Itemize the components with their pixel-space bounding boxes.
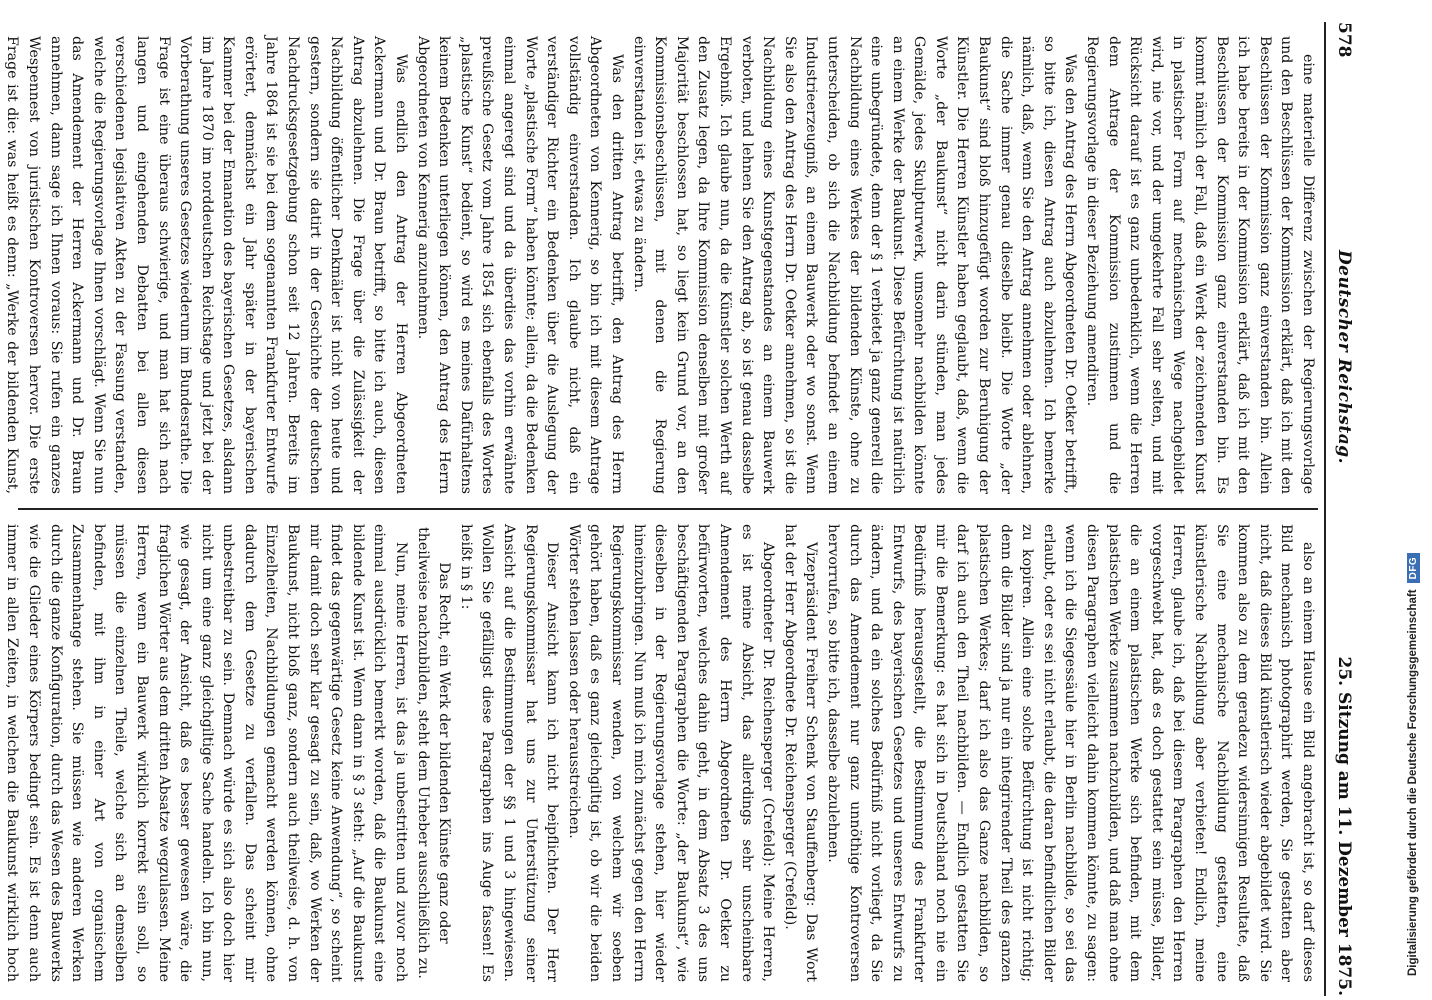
paragraph: Was den Antrag des Herrn Abgeordneten Dr. Oetker betrifft, so bitte ich, diesen Antrag auch abzulehnen. Ich bemerke nämlich, daß, wenn Sie den Antrag annehmen oder ablehnen, die Sache immer genau dieselbe bleibt. Die Worte „der Baukunst“ sind bloß hinzugefügt worden zur Beruhigung der Künstler. Die Herren Künstler haben geglaubt, daß, wenn die Worte „der Baukunst“ nicht darin stünden, man jedes Gemälde, jedes Skulpturwerk, umsomehr nachbilden könnte an einem Werke der Baukunst. Diese Befürchtung ist natürlich eine unbegründete, denn der § 1 verbietet ja ganz generell die Nachbildung eines Werkes der bildenden Künste, ohne zu unterscheiden, ob sich die Nachbildung befindet an einem Industrieerzeugniß, an einem Bauwerk oder wo sonst. Wenn Sie also den Antrag des Herrn Dr. Oetker annehmen, so ist die Nachbildung eines Kunstgegenstandes an einem Bauwerk verboten, und lehnen Sie den Antrag ab, so ist genau dasselbe Ergebniß. Ich glaube nun, da die Künstler solchen Werth auf den Zusatz legen, da Ihre Kommission denselben mit großer Majorität beschlossen hat, so liegt kein Grund vor, an den Kommissionsbeschlüssen, mit denen die Regierung einverstanden ist, etwas zu ändern. [630, 36, 1079, 494]
quoted-law-text: Das Recht, ein Werk der bildenden Künste ganz oder theilweise nachzubilden, steht dem Urheber ausschließlich zu. [414, 527, 453, 979]
text-columns [4, 22, 1318, 996]
paragraph: Was den dritten Antrag betrifft, den Antrag des Herrn Abgeordneten von Kennerig, so bin ich mit diesem Antrage vollständig einverstanden. Ich glaube nicht, daß ein verständiger Richter ein Bedenken über die Auslegung der Worte „plastische Form“ haben könnte; allein, da die Bedenken einmal angeregt sind und da überdies das vorhin erwähnte preußische Gesetz vom Jahre 1854 sich ebenfalls des Wortes „plastische Kunst“ bedient, so wird es meines Dafürhaltens keinem Bedenken unterliegen können, den Antrag des Herrn Abgeordneten von Kennerig anzunehmen. [414, 36, 625, 494]
paragraph: Abgeordneter Dr. Reichensperger (Crefeld): Meine Herren, es ist meine Absicht, das allerdings sehr unscheinbare Amendement des Herrn Abgeordneten Dr. Oetker zu befürworten, welches dahin geht, in dem Absatz 3 des uns beschäftigenden Paragraphen die Worte: „der Baukunst“, wie dieselben in der Regierungsvorlage stehen, hier wieder hineinzubringen. Nun muß ich mich zunächst gegen den Herrn Regierungskommissar wenden, von welchem wir soeben gehört haben, daß es ganz gleichgiltig ist, ob wir die beiden Wörter stehen lassen oder herausstreichen. [565, 524, 777, 982]
dfg-credit [1398, 0, 1428, 996]
page-header [1324, 22, 1362, 996]
column-right [4, 508, 1318, 996]
column-left [4, 22, 1318, 508]
paragraph: Vizepräsident Freiherr Schenk von Stauffenberg: Das Wort hat der Herr Abgeordnete Dr. Reichensperger (Crefeld). [781, 524, 820, 982]
paragraph: eine materielle Differenz zwischen der Regierungsvorlage und den Beschlüssen der Kommission erklärt, daß ich mit den Beschlüssen der Kommission ganz einverstanden bin. Allein ich habe bereits in der Kommission erklärt, daß ich mit den Beschlüssen der Kommission ganz einverstanden bin. Es kommt nämlich der Fall, daß ein Werk der zeichnenden Kunst in plastischer Form auf mechanischem Wege nachgebildet wird, nie vor, und der umgekehrte Fall sehr selten, und mit Rücksicht darauf ist es ganz unbedenklich, wenn die Herren dem Antrage der Kommission zustimmen und die Regierungsvorlage in dieser Beziehung amendiren. [1084, 36, 1316, 494]
document-page [4, 22, 1362, 996]
paragraph: Dieser Ansicht kann ich nicht beipflichten. Der Herr Regierungskommissar hat uns zur Unterstützung seiner Ansicht auf die Bestimmungen der §§ 1 und 3 hingewiesen. Wollen Sie gefälligst diese Paragraphen ins Auge fassen! Es heißt in § 1: [457, 524, 561, 982]
dfg-note: Digitalisierung gefördert durch die Deutsche Forschungsgemeinschaft [1407, 589, 1419, 976]
dfg-logo: DFG [1407, 553, 1420, 584]
paragraph: Nun, meine Herren, ist das ja unbestritten und zuvor noch einmal ausdrücklich bemerkt worden, daß die Baukunst eine bildende Kunst ist. Wenn dann in § 3 steht: „Auf die Baukunst findet das gegenwärtige Gesetz keine Anwendung“, so scheint mir damit doch sehr klar gesagt zu sein, daß, wo Werken der Baukunst, nicht bloß ganz, sondern auch theilweise, d. h. von Einzelheiten, Nachbildungen gemacht werden können, ohne dadurch dem Gesetze zu verfallen. Das scheint mir unbestreitbar zu sein. Demnach würde es sich also doch hier nicht um eine ganz gleichgiltige Sache handeln. Ich bin nun, wie gesagt, der Ansicht, daß es besser gewesen wäre, die fraglichen Wörter aus dem dritten Absatze wegzulassen. Meine Herren, wenn ein Bauwerk wirklich korrekt sein soll, so müssen die einzelnen Theile, welche sich an demselben befinden, mit ihm in einer Art von organischem Zusammenhange stehen. Sie müssen wie anderen Werken durch die ganze Konfiguration, durch das Wesen des Bauwerks wie die Glieder eines Körpers bedingt sein. Es ist denn auch immer in allen Zeiten, in welchen die Baukunst wirklich hoch [4, 524, 410, 982]
session-title: 25. Sitzung am 11. Dezember 1875. [1334, 656, 1354, 996]
page-title: Deutscher Reichstag. [1334, 249, 1354, 465]
paragraph: also an einem Hause ein Bild angebracht ist, so darf dieses Bild mechanisch photographirt werden, Sie gestatten aber nicht, daß dieses Bild künstlerisch wieder abgebildet wird. Sie kommen also zu dem geradezu widersinnigen Resultate, daß Sie eine mechanische Nachbildung gestatten, eine künstlerische Nachbildung aber verbieten! Endlich, meine Herren, glaube ich, daß bei diesem Paragraphen den Herren vorgeschwebt hat, daß es doch gestattet sein müsse, Bilder, die an einem plastischen Werke sich befinden, mit dem plastischen Werke zusammen nachzubilden, und daß man ohne diesen Paragraphen vielleicht dahin kommen könnte, zu sagen: wenn ich die Siegessäule hier in Berlin nachbilde, so sei das erlaubt, oder es sei nicht erlaubt, die daran befindlichen Bilder zu kopiren. Allein eine solche Befürchtung ist nicht richtig; denn die Bilder sind ja nur ein integrirender Theil des ganzen plastischen Werkes; darf ich also das Ganze nachbilden, so darf ich auch den Theil nachbilden. — Endlich gestatten Sie mir die Bemerkung: es hat sich in Deutschland noch nie ein Bedürfniß herausgestellt, die Bestimmung des Frankfurter Entwurfs, des bayerischen Gesetzes und unseres Entwurfs zu ändern, und da ein solches Bedürfniß nicht vorliegt, da Sie durch das Amendement nur ganz unnöthige Kontroversen hervorrufen, so bitte ich, dasselbe abzulehnen. [824, 524, 1316, 982]
page-number: 578 [1334, 22, 1354, 58]
paragraph: Was endlich den Antrag der Herren Abgeordneten Ackermann und Dr. Braun betrifft, so bitte ich auch, diesen Antrag abzulehnen. Die Frage über die Zulässigkeit der Nachbildung öffentlicher Denkmäler ist nicht von heute und gestern, sondern sie datirt in der Geschichte der deutschen Nachdrucksgesetzgebung schon seit 12 Jahren. Bereits im Jahre 1864 ist sie bei dem sogenannten Frankfurter Entwurfe erörtert, demnächst ein Jahr später in der bayerischen Kammer bei der Emanation des bayerischen Gesetzes, alsdann im Jahre 1870 im norddeutschen Reichstage und jetzt bei der Vorberathung unseres Gesetzes wiederum im Bundesrathe. Die Frage ist eine überaus schwierige, und man hat sich nach langen und eingehenden Debatten bei allen diesen verschiedenen legislativen Akten zu der Fassung verstanden, welche die Regierungsvorlage Ihnen vorschlägt. Wenn Sie nun das Amendement der Herren Ackermann und Dr. Braun annehmen, dann sage ich Ihnen voraus: Sie rufen ein ganzes Wespennest von juristischen Kontroversen hervor. Die erste Frage ist die: was heißt es denn: „Werke der bildenden Kunst, [4, 36, 410, 494]
